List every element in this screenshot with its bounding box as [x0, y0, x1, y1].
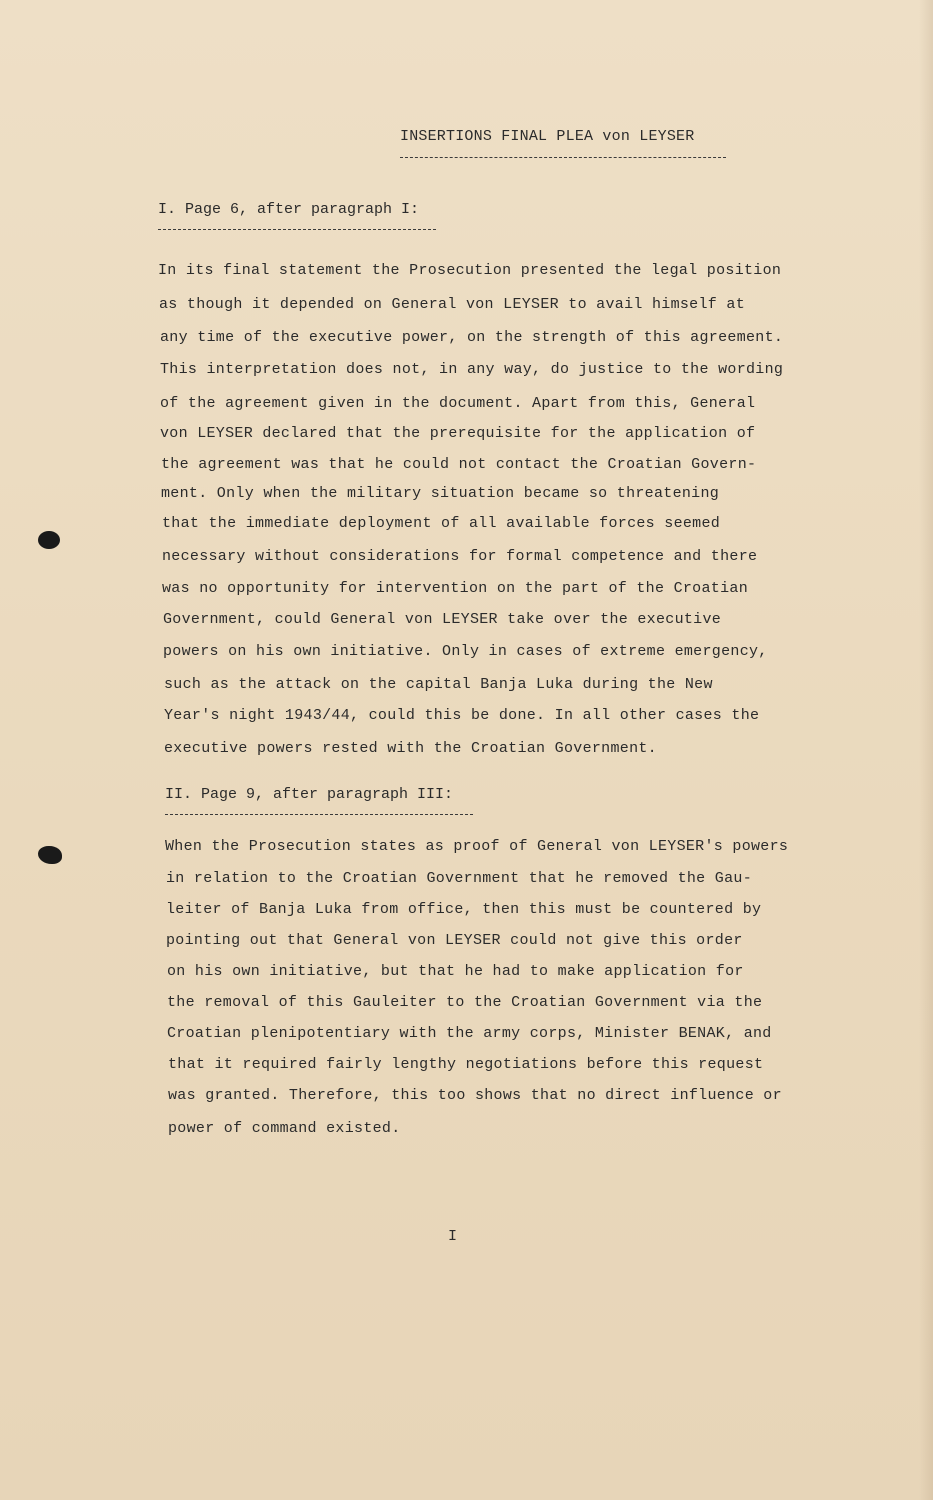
section-1-line: the agreement was that he could not contact the Croatian Govern- [161, 456, 757, 473]
section-1-line: such as the attack on the capital Banja Luka during the New [164, 676, 713, 693]
section-2-line: the removal of this Gauleiter to the Croatian Government via the [167, 994, 763, 1011]
section-2-line: pointing out that General von LEYSER could not give this order [166, 932, 743, 949]
section-1-line: Government, could General von LEYSER take over the executive [163, 611, 722, 628]
section-1-line: necessary without considerations for formal competence and there [162, 548, 758, 565]
section-2-line: in relation to the Croatian Government that he removed the Gau- [166, 870, 752, 887]
section-1-line: of the agreement given in the document. Apart from this, General [160, 395, 756, 412]
punch-hole [38, 531, 60, 549]
section-2-line: power of command existed. [168, 1120, 401, 1137]
section-2-underline [165, 814, 473, 815]
section-1-line: as though it depended on General von LEYSER to avail himself at [159, 296, 745, 313]
section-2-line: leiter of Banja Luka from office, then this must be countered by [166, 901, 762, 918]
section-1-underline [158, 229, 436, 230]
section-1-line: In its final statement the Prosecution presented the legal position [158, 262, 782, 279]
document-title: INSERTIONS FINAL PLEA von LEYSER [400, 128, 695, 145]
section-2-heading: II. Page 9, after paragraph III: [165, 786, 454, 803]
section-1-line: any time of the executive power, on the strength of this agreement. [160, 329, 784, 346]
section-1-line: powers on his own initiative. Only in cases of extreme emergency, [163, 643, 768, 660]
page-edge-shadow [919, 0, 933, 1500]
section-1-line: that the immediate deployment of all available forces seemed [162, 515, 721, 532]
section-1-heading: I. Page 6, after paragraph I: [158, 201, 420, 218]
section-2-line: was granted. Therefore, this too shows that no direct influence or [168, 1087, 782, 1104]
section-1-line: ment. Only when the military situation became so threatening [161, 485, 720, 502]
section-1-line: was no opportunity for intervention on the part of the Croatian [162, 580, 748, 597]
section-2-line: When the Prosecution states as proof of General von LEYSER's powers [165, 838, 789, 855]
section-2-line: on his own initiative, but that he had to make application for [167, 963, 744, 980]
section-1-line: von LEYSER declared that the prerequisite for the application of [160, 425, 756, 442]
punch-hole [38, 846, 62, 864]
section-1-line: Year's night 1943/44, could this be done. In all other cases the [164, 707, 760, 724]
title-underline [400, 157, 726, 158]
page-number: I [448, 1228, 458, 1245]
section-1-line: This interpretation does not, in any way, do justice to the wording [160, 361, 784, 378]
section-2-line: that it required fairly lengthy negotiations before this request [168, 1056, 764, 1073]
section-1-line: executive powers rested with the Croatian Government. [164, 740, 657, 757]
section-2-line: Croatian plenipotentiary with the army corps, Minister BENAK, and [167, 1025, 772, 1042]
